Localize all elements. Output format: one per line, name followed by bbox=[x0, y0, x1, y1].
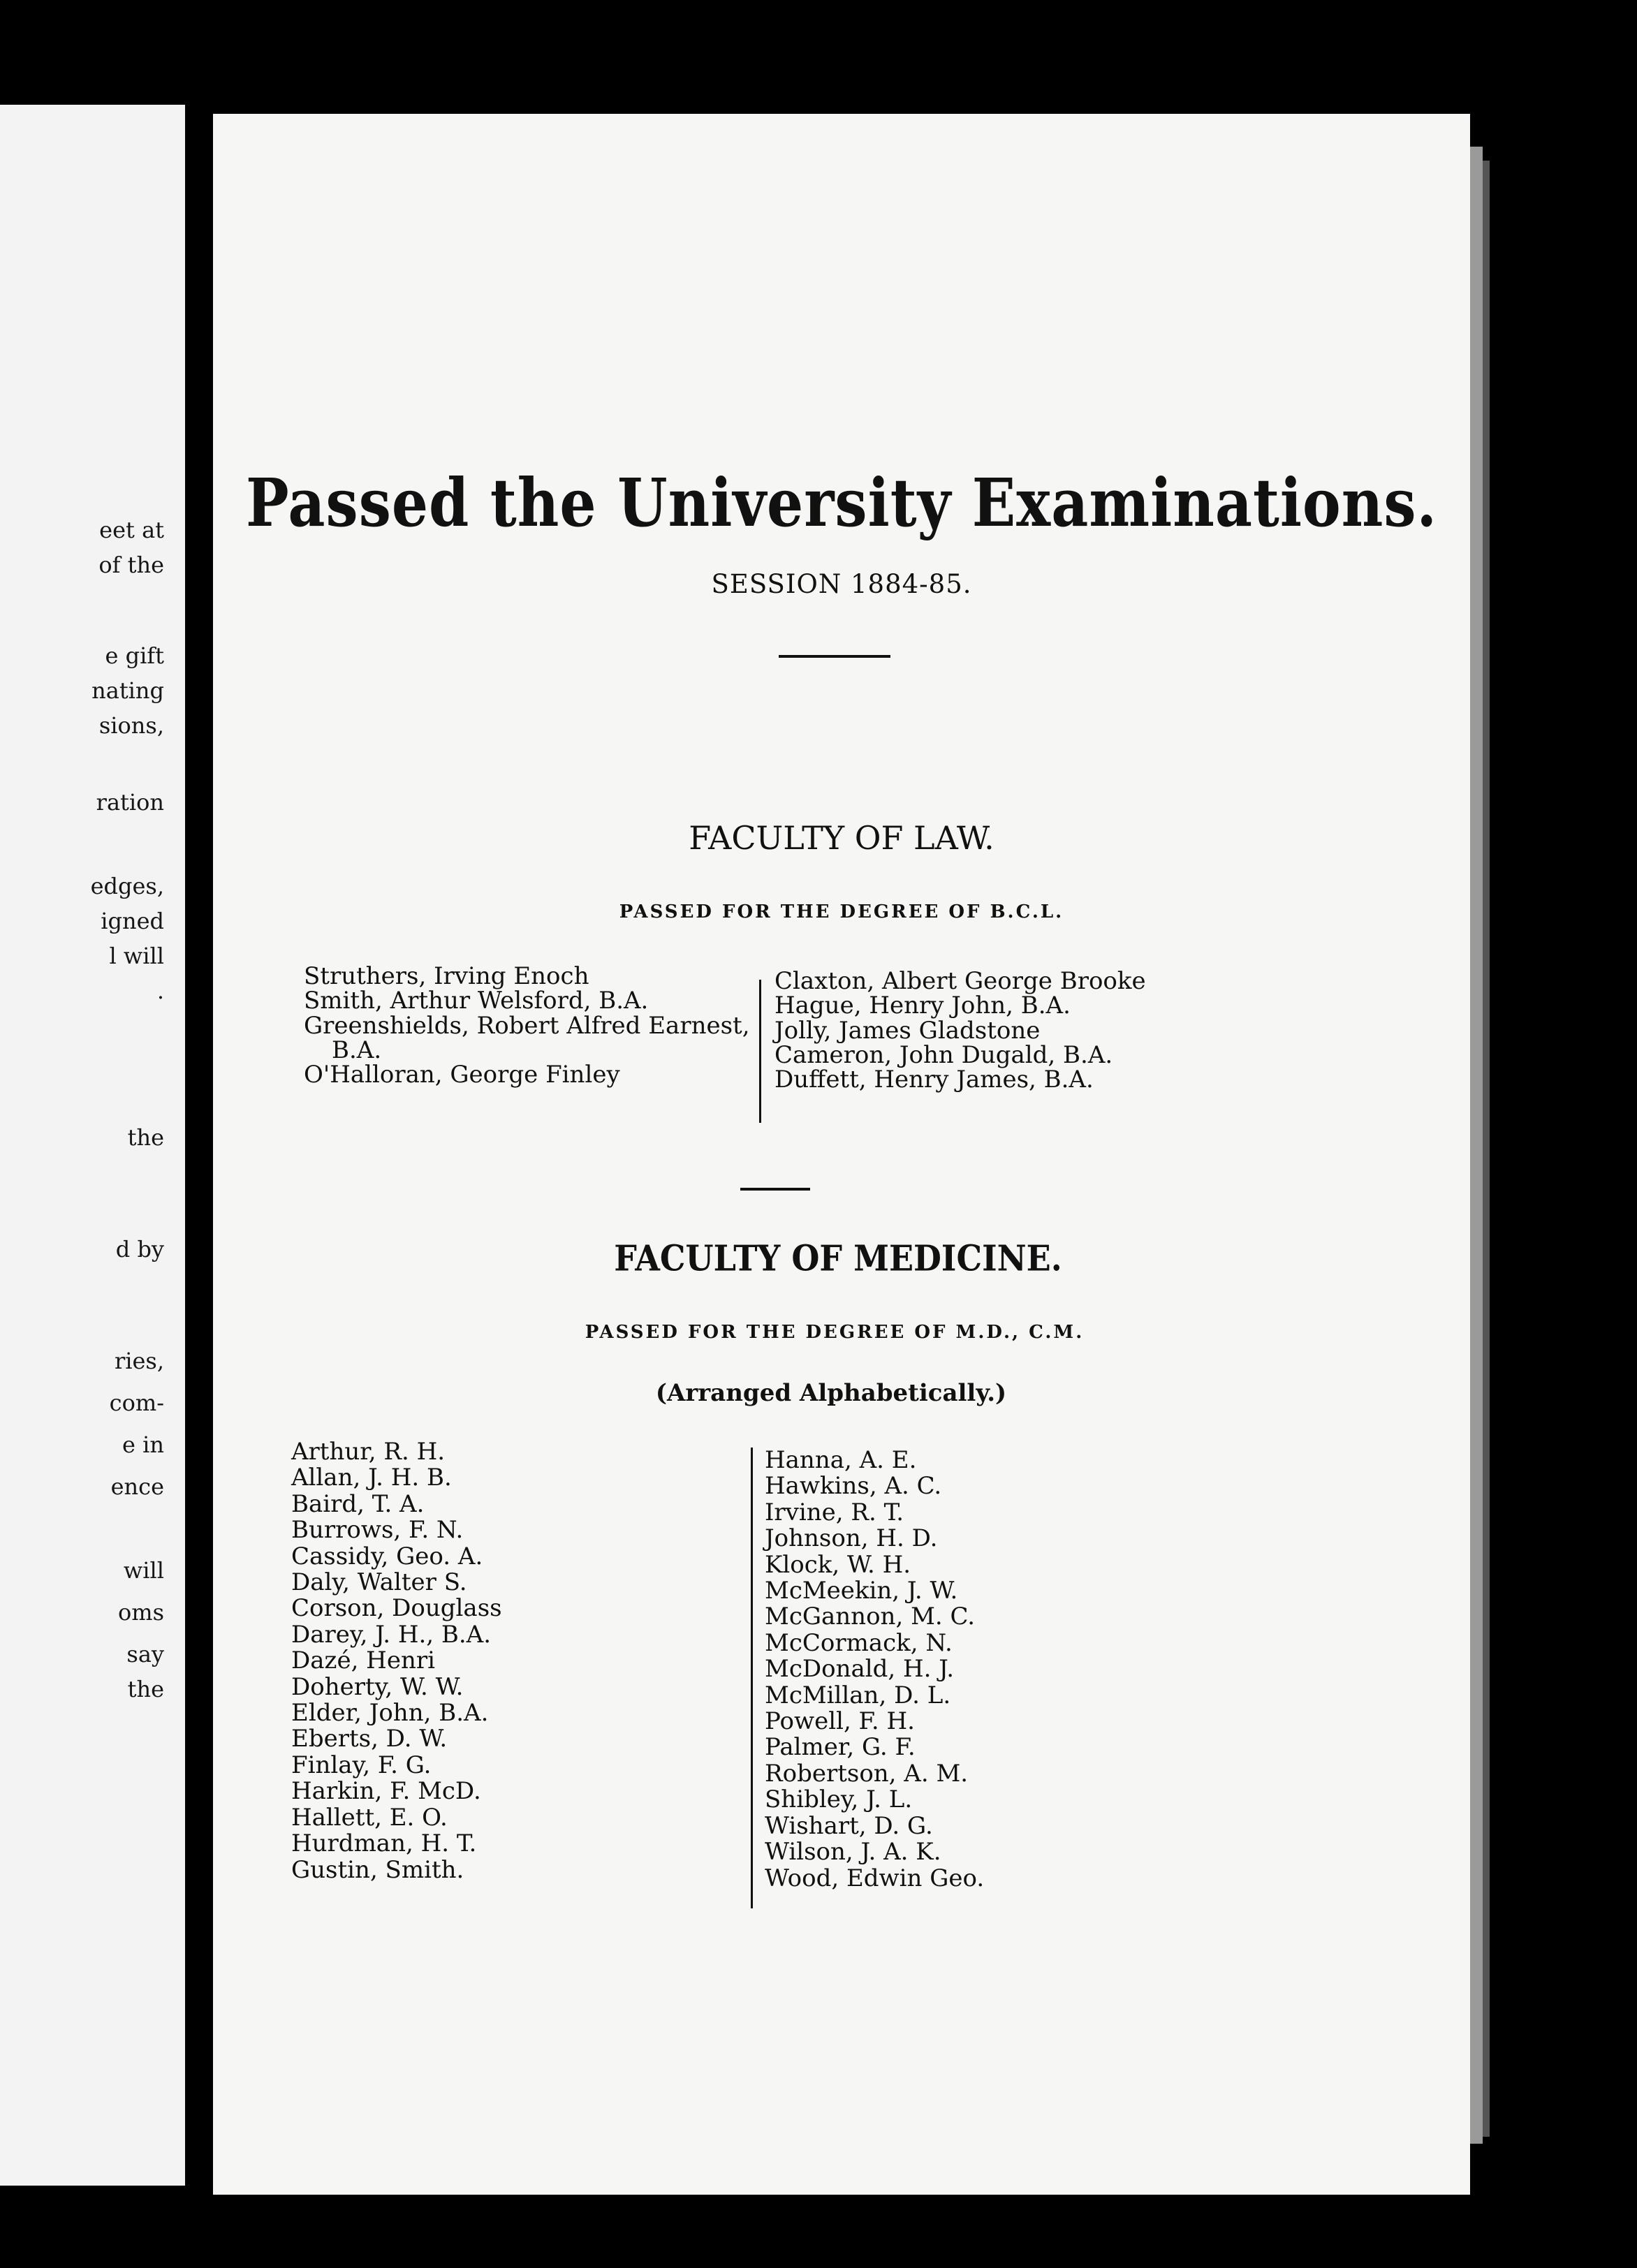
name-entry: Struthers, Irving Enoch bbox=[304, 962, 589, 990]
name-entry: Powell, F. H. bbox=[765, 1707, 915, 1736]
name-entry: Cameron, John Dugald, B.A. bbox=[775, 1040, 1113, 1069]
name-entry: Cassidy, Geo. A. bbox=[291, 1542, 483, 1570]
page-edge-shadow bbox=[1483, 161, 1490, 2137]
medicine-list-right bbox=[765, 1448, 984, 1892]
name-entry: Hague, Henry John, B.A. bbox=[775, 992, 1071, 1020]
name-entry: Darey, J. H., B.A. bbox=[291, 1620, 492, 1649]
name-entry: McDonald, H. J. bbox=[765, 1655, 955, 1684]
name-entry: Robertson, A. M. bbox=[765, 1759, 969, 1788]
column-divider bbox=[751, 1448, 753, 1908]
left-page-text: sions, bbox=[98, 712, 164, 739]
name-entry: Hurdman, H. T. bbox=[291, 1829, 477, 1858]
name-entry: Arthur, R. H. bbox=[291, 1438, 446, 1466]
name-entry: Elder, John, B.A. bbox=[291, 1699, 489, 1728]
name-entry: Greenshields, Robert Alfred Earnest, bbox=[304, 1011, 750, 1040]
left-page-text: say bbox=[126, 1641, 164, 1667]
name-entry: Irvine, R. T. bbox=[765, 1498, 904, 1526]
name-entry: Smith, Arthur Welsford, B.A. bbox=[304, 987, 649, 1015]
left-page-text: nating bbox=[91, 677, 164, 704]
left-page-text: ries, bbox=[114, 1348, 164, 1374]
name-entry: McCormack, N. bbox=[765, 1628, 953, 1657]
name-entry: Burrows, F. N. bbox=[291, 1516, 464, 1545]
left-page-text: of the bbox=[98, 552, 164, 578]
medicine-degree-label: PASSED FOR THE DEGREE OF M.D., C.M. bbox=[585, 1322, 1085, 1343]
name-entry: Wood, Edwin Geo. bbox=[765, 1864, 985, 1892]
law-list-right bbox=[775, 969, 1146, 1092]
page-title: Passed the University Examinations. bbox=[245, 464, 1438, 543]
name-entry: Doherty, W. W. bbox=[291, 1672, 464, 1701]
name-entry: B.A. bbox=[332, 1036, 382, 1064]
name-entry: Wishart, D. G. bbox=[765, 1811, 933, 1840]
name-entry: Hawkins, A. C. bbox=[765, 1472, 942, 1501]
faculty-medicine-heading: FACULTY OF MEDICINE. bbox=[614, 1237, 1062, 1279]
name-entry: Allan, J. H. B. bbox=[291, 1464, 452, 1492]
session-label: SESSION 1884-85. bbox=[711, 569, 972, 599]
left-page-text: the bbox=[127, 1676, 164, 1702]
left-page-text: eet at bbox=[99, 517, 164, 543]
left-page-text: e gift bbox=[105, 642, 164, 669]
divider bbox=[740, 1188, 810, 1191]
document-page bbox=[213, 114, 1470, 2195]
left-page-text: edges, bbox=[90, 873, 164, 899]
left-page-text: igned bbox=[101, 908, 164, 934]
arranged-note: (Arranged Alphabetically.) bbox=[655, 1379, 1007, 1407]
name-entry: Claxton, Albert George Brooke bbox=[775, 967, 1146, 995]
faculty-law-heading: FACULTY OF LAW. bbox=[689, 819, 994, 857]
left-page-text: oms bbox=[117, 1599, 164, 1626]
name-entry: Harkin, F. McD. bbox=[291, 1777, 481, 1806]
left-page-text: ence bbox=[110, 1473, 164, 1500]
medicine-list-left bbox=[291, 1439, 502, 1883]
column-divider bbox=[759, 980, 761, 1123]
left-page-text: the bbox=[127, 1124, 164, 1151]
name-entry: Finlay, F. G. bbox=[291, 1751, 432, 1779]
name-entry: McMillan, D. L. bbox=[765, 1681, 951, 1709]
name-entry: Palmer, G. F. bbox=[765, 1733, 916, 1762]
name-entry: Shibley, J. L. bbox=[765, 1785, 913, 1814]
name-entry: Klock, W. H. bbox=[765, 1550, 911, 1579]
page-edge bbox=[1470, 147, 1483, 2144]
left-page-text: e in bbox=[122, 1431, 164, 1458]
left-page-text: ration bbox=[96, 789, 164, 816]
left-page-text: l will bbox=[109, 943, 164, 969]
name-entry: O'Halloran, George Finley bbox=[304, 1061, 620, 1089]
name-entry: Eberts, D. W. bbox=[291, 1725, 448, 1753]
left-page-text: com- bbox=[109, 1390, 164, 1416]
left-page-text: d by bbox=[115, 1236, 164, 1262]
name-entry: McGannon, M. C. bbox=[765, 1603, 976, 1631]
law-degree-label: PASSED FOR THE DEGREE OF B.C.L. bbox=[619, 901, 1064, 922]
name-entry: Johnson, H. D. bbox=[765, 1524, 938, 1553]
law-list-left bbox=[304, 964, 750, 1087]
name-entry: Hallett, E. O. bbox=[291, 1803, 448, 1832]
name-entry: Baird, T. A. bbox=[291, 1489, 425, 1518]
name-entry: Dazé, Henri bbox=[291, 1647, 435, 1675]
name-entry: Corson, Douglass bbox=[291, 1594, 502, 1623]
left-page-text: will bbox=[123, 1557, 164, 1584]
name-entry: McMeekin, J. W. bbox=[765, 1577, 958, 1605]
left-facing-page bbox=[0, 105, 185, 2186]
name-entry: Duffett, Henry James, B.A. bbox=[775, 1066, 1094, 1094]
name-entry: Jolly, James Gladstone bbox=[775, 1016, 1041, 1045]
name-entry: Gustin, Smith. bbox=[291, 1855, 464, 1884]
name-entry: Wilson, J. A. K. bbox=[765, 1838, 941, 1866]
name-entry: Daly, Walter S. bbox=[291, 1568, 467, 1597]
left-page-text: . bbox=[156, 978, 164, 1004]
divider bbox=[779, 655, 890, 658]
name-entry: Hanna, A. E. bbox=[765, 1446, 917, 1474]
